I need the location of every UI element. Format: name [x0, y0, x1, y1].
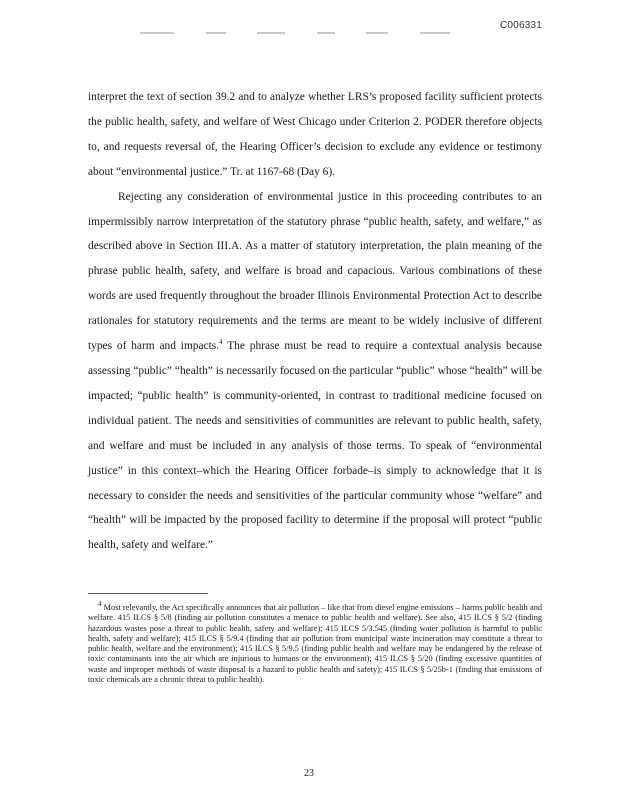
page-number: 23: [304, 768, 314, 779]
footnote: [88, 600, 542, 685]
paragraph-2-part-1: Rejecting any consideration of environmental justice in this proceeding contributes to an impermissibly narrow interpretation of the statutory phrase “public health, safety, and welfare,” as described above in Section III.A. As a matter of statutory interpretation, the plain meaning of the phrase public health, safety, and welfare is broad and capacious. Various combinations of these words are used frequently throughout the broader Illinois Environmental Protection Act to describe rationales for statutory requirements and the terms are meant to be widely inclusive of different types of harm and impacts.: [88, 190, 542, 353]
paragraph-2-part-2: The phrase must be read to require a contextual analysis because assessing “public” “health” is necessarily focused on the particular “public” whose “health” will be impacted; “public health” is community-oriented, in contrast to traditional medicine focused on individual patient. The needs and sensitivities of communities are relevant to public health, safety, and welfare and must be included in any analysis of those terms. To speak of “environmental justice” in this context–which the Hearing Officer forbade–is simply to acknowledge that it is necessary to consider the needs and sensitivities of the particular community whose “welfare” and “health” will be impacted by the proposed facility to determine if the proposal will protect “public health, safety and welfare.”: [88, 340, 542, 552]
faint-header-marks: [140, 28, 450, 38]
document-body: [88, 85, 542, 558]
bates-number: C006331: [500, 20, 542, 31]
footnote-marker: 4: [98, 600, 102, 609]
footnote-reference: 4: [219, 338, 223, 347]
footnote-text: Most relevantly, the Act specifically announces that air pollution – like that from diesel engine emissions – harms public health and welfare. 415 ILCS § 5/8 (finding air pollution constitutes a menace to public health and welfare). See also, 415 ILCS § 5/2 (finding hazardous wastes pose a threat to public health, safety and welfare); 415 ILCS 5/3.545 (finding water pollution is harmful to public health, safety and welfare); 415 ILCS § 5/9.4 (finding that air pollution from municipal waste incineration may constitute a threat to public health, welfare and the environment); 415 ILCS § 5/9.5 (finding public health and welfare may be endangered by the release of toxic contaminants into the air which are injurious to humans or the environment); 415 ILCS § 5/20 (finding excessive quantities of waste and improper methods of waste disposal is a hazard to public health and safety); 415 ILCS § 5/25b-1 (finding that emissions of toxic chemicals are a chronic threat to public health).: [88, 603, 542, 685]
footnote-divider: [88, 593, 208, 594]
paragraph-2: [88, 185, 542, 559]
paragraph-1: interpret the text of section 39.2 and to analyze whether LRS’s proposed facility sufficient protects the public health, safety, and welfare of West Chicago under Criterion 2. PODER therefore objects to, and requests reversal of, the Hearing Officer’s decision to exclude any evidence or testimony about “environmental justice.” Tr. at 1167-68 (Day 6).: [88, 91, 542, 178]
